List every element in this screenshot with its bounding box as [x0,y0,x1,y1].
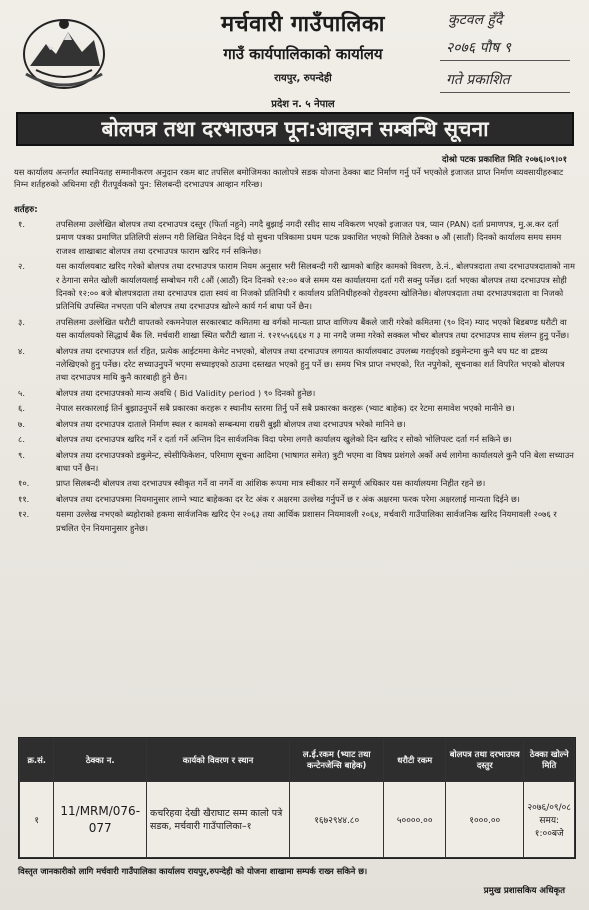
org-name: मर्चवारी गाउँपालिका [221,12,385,37]
term-clause [12,449,576,476]
clause-text: बोलपत्र तथा दरभाउपत्र दाताले निर्माण स्थल र कामको सम्बन्धमा राम्ररी बुझी बोलपत्र तथा दरभाउपत्र भरेको मानिने छ। [56,418,406,429]
published-date: दोश्रो पटक प्रकाशित मिति २०७६।०९।०१ [442,155,567,165]
clause-text: यस कार्यालयबाट खरिद गरेको बोलपत्र तथा दरभाउपत्र फाराम नियम अनुसार भरी सिलबन्दी गरी खामको बाहिर कामको विवरण, ठे.नं., बोलपत्रदाता तथा दरभाउपत्रदाताको नाम र ठेगाना समेत खोली कार्यालयलाई सम्बोधन गरी ८औं (आठौं) दिन दिनको १२:०० बजे समम यस कार्यालयमा दर्ता गरी सक्नु पर्नेछ। दर्ता भएका बोलपत्र तथा दरभाउपत्र सोही दिनको १२:०० बजे बोलपत्रदाता तथा दरभाउपत्र दाता स्वयं वा निजको प्रतिनिधी र कार्यालय प्रतिनिधीहरुको रोहवरमा खोलिनेछ। बोलपत्रदाता तथा दरभाउपत्रदाता वा निजको प्रतिनिधि उपस्थित नभएता पनि बोलपत्र तथा दरभाउपत्र खोल्ने कार्य गर्न बाधा पर्ने छैन। [56,261,575,312]
clause-text: बोलपत्र तथा दरभाउपत्र खरिद गर्ने र दर्ता गर्ने अन्तिम दिन सार्वजनिक विदा परेमा लगत्तै कार्यालय खुलेको दिन खरिद र सोको भोलिपल्ट दर्ता गर्न सकिने छ। [56,434,512,445]
term-clause [12,418,576,431]
column-header: ठेक्का न. [54,739,147,782]
column-header: क्र.सं. [20,739,54,782]
clause-number: १२. [18,509,30,520]
clause-text: बोलपत्र तथा दरभाउपत्र शर्त रहित, प्रत्येक आईटममा केमेट नभएको, बोलपत्र तथा दरभाउपत्र लगायत कार्यालयबाट उपलब्ध गराईएको डकुमेन्टमा कुनै थप घट वा द्रष्टव्य नलेखिएको हुनु पर्नेछ। दरेट सच्याउनुपर्ने भएमा सच्याइएको ठाउमा दस्तखत भएको हुनु पर्ने छ। समय भित्र प्राप्त नभएको, रित नपुगेको, सूचनाका शर्त विपरित भएको बोलपत्र तथा दरभाउपत्र माथि कुनै कारबाही हुने छैन। [56,345,565,383]
clause-number: ५. [18,387,25,398]
cell-open-date [524,782,575,858]
province-line: प्रदेश न. ५ नेपाल [271,99,335,110]
terms-heading: शर्तहरु: [14,205,38,215]
open-time: समय: १:००बजे [534,816,564,839]
column-header: ल.ई.रकम (भ्याट तथा कन्टेनजेन्सि बाहेक) [290,739,384,782]
cell-serial: १ [20,782,54,858]
nepal-emblem-icon [16,10,112,92]
handwritten-underline [440,60,570,61]
contact-note: विस्तृत जानकारीको लागि मर्चवारी गाउँपालिका कार्यालय रायपुर,रुपन्देही को योजना शाखामा सम्पर्क राख्न सकिने छ। [18,866,368,876]
term-clause [12,402,576,415]
signatory-title: प्रमुख प्रशासकिय अधिकृत [483,886,565,896]
column-header: धरौटी रकम [384,739,446,782]
clause-text: नेपाल सरकारलाई तिर्न बुझाउनुपर्ने सबै प्रकारका करहरू र स्थानीय स्तरमा तिर्नु पर्ने सबै प्रकारका करहरू (भ्याट बाहेक) दर रेटमा समावेश भएको मानीने छ। [56,403,515,414]
open-date: २०७६/०९/०८ [527,803,571,813]
clause-number: ३. [18,316,25,327]
clause-number: ७. [18,418,25,429]
cell-work-description: कचरिहवा देखी खैराघाट सम्म कालो पत्रे सडक, मर्चवारी गाउँपालिका–१ [147,782,290,858]
clause-text: तपसिलमा उल्लेखित बोलपत्र तथा दरभाउपत्र दस्तुर (फिर्ता नहुने) नगदै बुझाई नगदी रसीद साथ नविकरण भएको इजाजत पत्र, प्यान (PAN) दर्ता प्रमाणपत्र, मु.अ.कर दर्ता प्रमाण पत्रका प्रमाणित प्रतिलिपी संलग्न गरी लिखित निवेदन दिई यो सुचना पत्रिकामा प्रथम पटक प्रकाशित भएको मितिले ठेक्का ७ औं (सातौं) दिनको कार्यालय समय समम राजश्व शाखाबाट बोलपत्र तथा दरभाउपत्र फाराम खरिद गर्न सकिनेछ। [56,219,562,256]
cell-deposit: ५००००.०० [384,782,446,858]
clause-number: ६. [18,403,25,414]
column-header: बोलपत्र तथा दरभाउपत्र दस्तुर [446,739,524,782]
terms-list [12,218,576,537]
cell-fee: १०००.०० [446,782,524,858]
term-clause [12,477,576,490]
term-clause [12,260,576,314]
clause-number: १०. [18,478,30,489]
column-header: ठेक्का खोल्ने मिति [524,739,575,782]
clause-number: ८. [18,434,25,445]
clause-number: २. [18,261,25,272]
clause-text: यसमा उल्लेख नभएको ब्यहोराको हकमा सार्वजनिक खरिद ऐन २०६३ तथा आर्थिक प्रशासन नियमावली २०६४, मर्चवारी गाउँपालिका सार्वजनिक खरिद नियमावली २०७६ र प्रचलित ऐन नियमानुसार हुनेछ। [56,509,557,533]
office-address: रायपुर, रुपन्देही [274,73,332,84]
term-clause [12,433,576,446]
term-clause [12,493,576,506]
handwritten-note-1: कुटवल हुँदै [448,12,503,28]
clause-text: बोलपत्र तथा दरभाउपत्रको डकुमेन्ट, स्पेसीफिकेशन, परिमाण सूचना आदिमा (भाषागत समेत) त्रुटी भएमा वा विषय प्रशंगले अर्को अर्थ लागेमा कार्यालयले कुनै पनि बेला सच्याउन बाधा पर्ने छैन। [56,449,574,473]
notice-title: बोलपत्र तथा दरभाउपत्र पून:आव्हान सम्बन्धि सूचना [16,112,574,146]
cell-contract-no: 11/MRM/076-077 [54,782,147,858]
office-name: गाउँ कार्यपालिकाको कार्यालय [223,45,383,63]
handwritten-note-2: २०७६ पौष ९ [446,40,511,56]
clause-text: बोलपत्र तथा दरभाउपत्रमा नियमानुसार लाग्ने भ्याट बाहेकका दर रेट अंक र अक्षरमा उल्लेख गर्नुपर्ने छ र अंक अक्षरमा फरक परेमा अक्षरलाई मान्यता दिईने छ। [56,493,520,504]
term-clause [12,508,576,535]
table-header-row [20,739,575,782]
term-clause [12,387,576,400]
intro-paragraph: यस कार्यालय अन्तर्गत स्थानियतह सम्मानीकरण अनुदान रकम बाट तपसिल बमोजिमका कालोपत्रे सडक योजना ठेक्का बाट निर्माण गर्नु पर्ने भएकोले इजाजत प्राप्त निर्माण व्यवसायीहरुबाट निम्न शर्तहरुको अधिनमा रही रीतपूर्वकको पुन: सिलबन्दी दरभाउपत्र आव्हान गरिन्छ। [14,167,564,189]
term-clause [12,345,576,385]
clause-number: ४. [18,345,25,356]
clause-number: ९. [18,449,25,460]
clause-number: ११. [18,493,30,504]
schedule-table [18,737,576,859]
handwritten-note-3: गते प्रकाशित [446,72,510,88]
term-clause [12,218,576,258]
clause-number: १. [18,219,25,229]
handwritten-underline [440,92,570,93]
table-row [20,782,575,858]
clause-text: बोलपत्र तथा दरभाउपत्रको मान्य अवधि ( Bid Validity period ) ९० दिनको हुनेछ। [56,387,316,398]
term-clause [12,316,576,343]
clause-text: तपसिलमा उल्लेखित धरौटी वापतको रकमनेपाल सरकारबाट कमितमा ख वर्गको मान्यता प्राप्त वाणिज्य बैंकले जारी गरेको कमितमा (९० दिन) म्याद भएको बिडबण्ड धरौटी वा यस कार्यालयको सिद्धार्थ बैंक लि. मर्चवारी शाखा स्थित धरौटी खाता नं. १२१५५६६६४ ग ३ मा नगदै जम्मा गरेको सक्कल भौचर बोलपत्र तथा दरभाउपत्र साथ संलग्न हुनु पर्नेछ। [56,316,570,341]
column-header: कार्यको विवरण र स्थान [147,739,290,782]
clause-text: प्राप्त सिलबन्दी बोलपत्र तथा दरभाउपत्र स्वीकृत गर्ने वा नगर्ने वा आंशिक रूपमा मात्र स्वीकार गर्ने सम्पूर्ण अधिकार यस कार्यालयमा निहीत रहने छ। [56,478,486,489]
cell-estimate: १६७२९४४.८० [290,782,384,858]
